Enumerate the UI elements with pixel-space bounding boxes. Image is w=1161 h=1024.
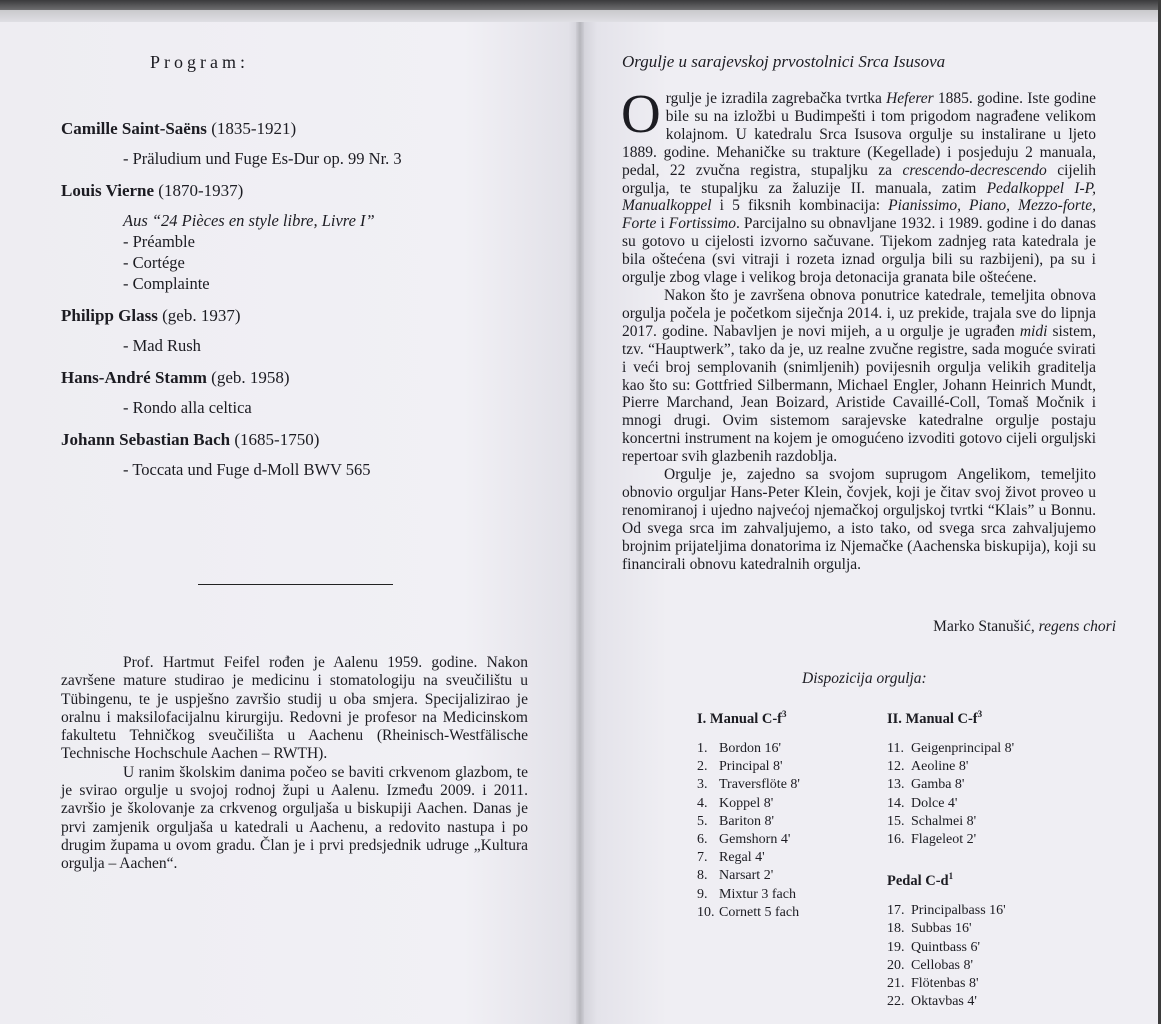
organ-stop: 17. Principalbass 16'	[887, 903, 1006, 919]
piece: - Préamble	[123, 232, 195, 251]
program-title: Program:	[150, 52, 249, 72]
composer-name: Johann Sebastian Bach	[61, 430, 231, 449]
organ-stop: 2. Principal 8'	[697, 759, 783, 775]
piece: - Cortége	[123, 253, 185, 272]
piece: - Rondo alla celtica	[123, 398, 252, 417]
composer-dates: (geb. 1937)	[162, 306, 241, 325]
right-page	[580, 22, 1161, 1024]
bio-paragraph: Prof. Hartmut Feifel rođen je Aalenu 1959. godine. Nakon završene mature studirao je medicinu i stomatologiju na sveučilištu u Tübingenu, te je uspješno završio studij u oba smjera. Specijalizirao je oralnu i maksilofacijalnu kirurgiju. Redovni je profesor na Medicinskom fakultetu Tehničkog sveučilišta u Aachenu (Rheinisch-Westfälische Technische Hochschule Aachen – RWTH).	[61, 654, 528, 763]
organ-stop: 22. Oktavbas 4'	[887, 994, 977, 1010]
organ-history-article	[621, 83, 1096, 573]
pedal-heading: Pedal $C-d^1$	[887, 871, 954, 890]
organ-stop: 14. Dolce 4'	[887, 795, 958, 811]
composer-name: Louis Vierne	[61, 181, 155, 200]
organ-stop: 16. Flageleot 2'	[887, 832, 977, 848]
organ-stop: 3. Traversflöte 8'	[697, 777, 800, 793]
organ-stop: 6. Gemshorn 4'	[697, 832, 791, 848]
organ-stop: 10. Cornett 5 fach	[697, 904, 800, 920]
organ-stop: 11. Geigenprincipal 8'	[887, 741, 1015, 757]
piece-collection: Aus “24 Pièces en style libre, Livre I”	[123, 211, 375, 230]
organ-stop: 5. Bariton 8'	[697, 813, 775, 829]
organ-stop: 20. Cellobas 8'	[887, 957, 974, 973]
organ-stop: 15. Schalmei 8'	[887, 813, 977, 829]
piece: - Mad Rush	[123, 336, 201, 355]
article-paragraph-2: Nakon što je završena obnova ponutrice katedrale, temeljita obnova orgulja počela je početkom siječnja 2014. i, uz prekide, trajala sve do lipnja 2017. godine. Nabavljen je novi mijeh, a u orgulje je ugrađen midi sistem, tzv. “Hauptwerk”, tako da je, uz realne zvučne registre, sada moguće svirati i veći broj semplovanih (snimljenih) povijesnih orgulja velikih graditelja kao što su: Gottfried Silbermann, Michael Engler, Johann Heinrich Mundt, Pierre Marchand, Jean Boizard, Aristide Cavaillé-Coll, Tomaš Močnik i mnogi drugi. Ovim sistemom sarajevske katedralne orgulje postaju koncertni instrument na kojem je omogućeno izvoditi gotovo cijeli orguljski repertoar svih glazbenih razdoblja.	[622, 286, 1096, 466]
organ-stop: 1. Bordon 16'	[697, 741, 782, 757]
manual-2-stops	[887, 705, 1014, 1012]
composer-dates: (1685-1750)	[234, 430, 320, 449]
article-paragraph-3: Orgulje je, zajedno sa svojom suprugom Angelikom, temeljito obnovio orguljar Hans-Peter Klein, čovjek, koji je čitav svoj život proveo u renomiranoj i ujedno najvećoj njemačkoj orguljskoj tvrtki “Klais” u Bonnu. Od svega srca im zahvaljujemo, a isto tako, od svega srca zahvaljujemo brojnim prijateljima donatorima iz Njemačke (Aachenska biskupija), koji su financirali obnovu katedralnih orgulja.	[622, 466, 1096, 573]
organ-stop: 8. Narsart 2'	[697, 868, 774, 884]
composer-dates: (1835-1921)	[211, 119, 297, 138]
section-divider	[198, 584, 393, 585]
book-gutter	[576, 22, 584, 1024]
organ-stop: 21. Flötenbas 8'	[887, 976, 979, 992]
composer-name: Camille Saint-Saëns	[61, 119, 207, 138]
manual-2-heading: II. Manual $C-f^3$	[887, 709, 983, 727]
program-entry-glass	[61, 305, 541, 327]
organ-stop: 7. Regal 4'	[697, 850, 765, 866]
piece: - Präludium und Fuge Es-Dur op. 99 Nr. 3	[123, 149, 402, 168]
organ-stop: 19. Quintbass 6'	[887, 939, 981, 955]
composer-name: Hans-André Stamm	[61, 368, 207, 387]
program-list	[61, 118, 541, 480]
article-title: Orgulje u sarajevskoj prvostolnici Srca Isusova	[622, 52, 946, 71]
manual-1-stops	[697, 705, 800, 922]
manual-1-heading: I. Manual $C-f^3$	[697, 709, 787, 727]
composer-name: Philipp Glass	[61, 306, 158, 325]
article-paragraph-1	[621, 83, 1096, 287]
organ-stop: 4. Koppel 8'	[697, 795, 774, 811]
program-entry-stamm	[61, 367, 541, 389]
program-entry-saint-saens	[61, 118, 541, 140]
signature-name: Marko Stanušić,	[933, 618, 1039, 635]
composer-dates: (geb. 1958)	[211, 368, 290, 387]
piece: - Complainte	[123, 274, 210, 293]
organ-stop: 13. Gamba 8'	[887, 777, 965, 793]
paragraph-text: rgulje je izradila zagrebačka tvrtka Heferer 1885. godine. Iste godine bile su na izložbi u Budimpešti i tom prigodom nagrađene velikom kolajnom. U katedralu Srca Isusova orgulje su instalirane u ljeto 1889. godine. Mehaničke su trakture (Kegellade) i posjeduju 2 manuala, pedal, 22 zvučna registra, stupaljku za crescendo-decrescendo cijelih orgulja, te stupaljku za žaluzije II. manuala, zatim Pedalkoppel I-P, Manualkoppel i 5 fiksnih kombinacija: Pianissimo, Piano, Mezzo-forte, Forte i Fortissimo. Parcijalno su obnavljane 1932. i 1989. godine i do danas su gotovo u cijelosti izvorno sačuvane. Tijekom zadnjeg rata katedrala je bila oštećena (svi vitraji i rozeta iznad orgulja bili su razbijeni), pa su i orgulje zbog vlage i velikog broja detonacija granata bile oštećene.	[622, 90, 1096, 287]
disposition-title: Dispozicija orgulja:	[802, 670, 927, 687]
organ-stop: 18. Subbas 16'	[887, 921, 972, 937]
drop-cap: O	[621, 83, 661, 144]
left-page	[0, 22, 580, 1024]
program-entry-bach	[61, 429, 541, 451]
composer-dates: (1870-1937)	[158, 181, 244, 200]
organ-stop: 9. Mixtur 3 fach	[697, 886, 796, 902]
organist-bio	[61, 654, 528, 874]
piece: - Toccata und Fuge d-Moll BWV 565	[123, 460, 371, 479]
bio-paragraph: U ranim školskim danima počeo se baviti crkvenom glazbom, te je svirao orgulje u svojoj rodnoj župi u Aalenu. Između 2009. i 2011. završio je školovanje za crkvenog orguljaša u biskupiji Aachen. Danas je prvi zamjenik orguljaša u katedrali u Aachenu, a redovito nastupa i po drugim župama u ovom gradu. Član je i prvi predsjednik udruge „Kultura orgulja – Aachen“.	[61, 763, 528, 873]
signature	[933, 618, 1116, 636]
organ-stop: 12. Aeoline 8'	[887, 759, 969, 775]
program-entry-vierne	[61, 180, 541, 202]
signature-role: regens chori	[1038, 618, 1116, 635]
scan-top-edge	[0, 0, 1161, 10]
